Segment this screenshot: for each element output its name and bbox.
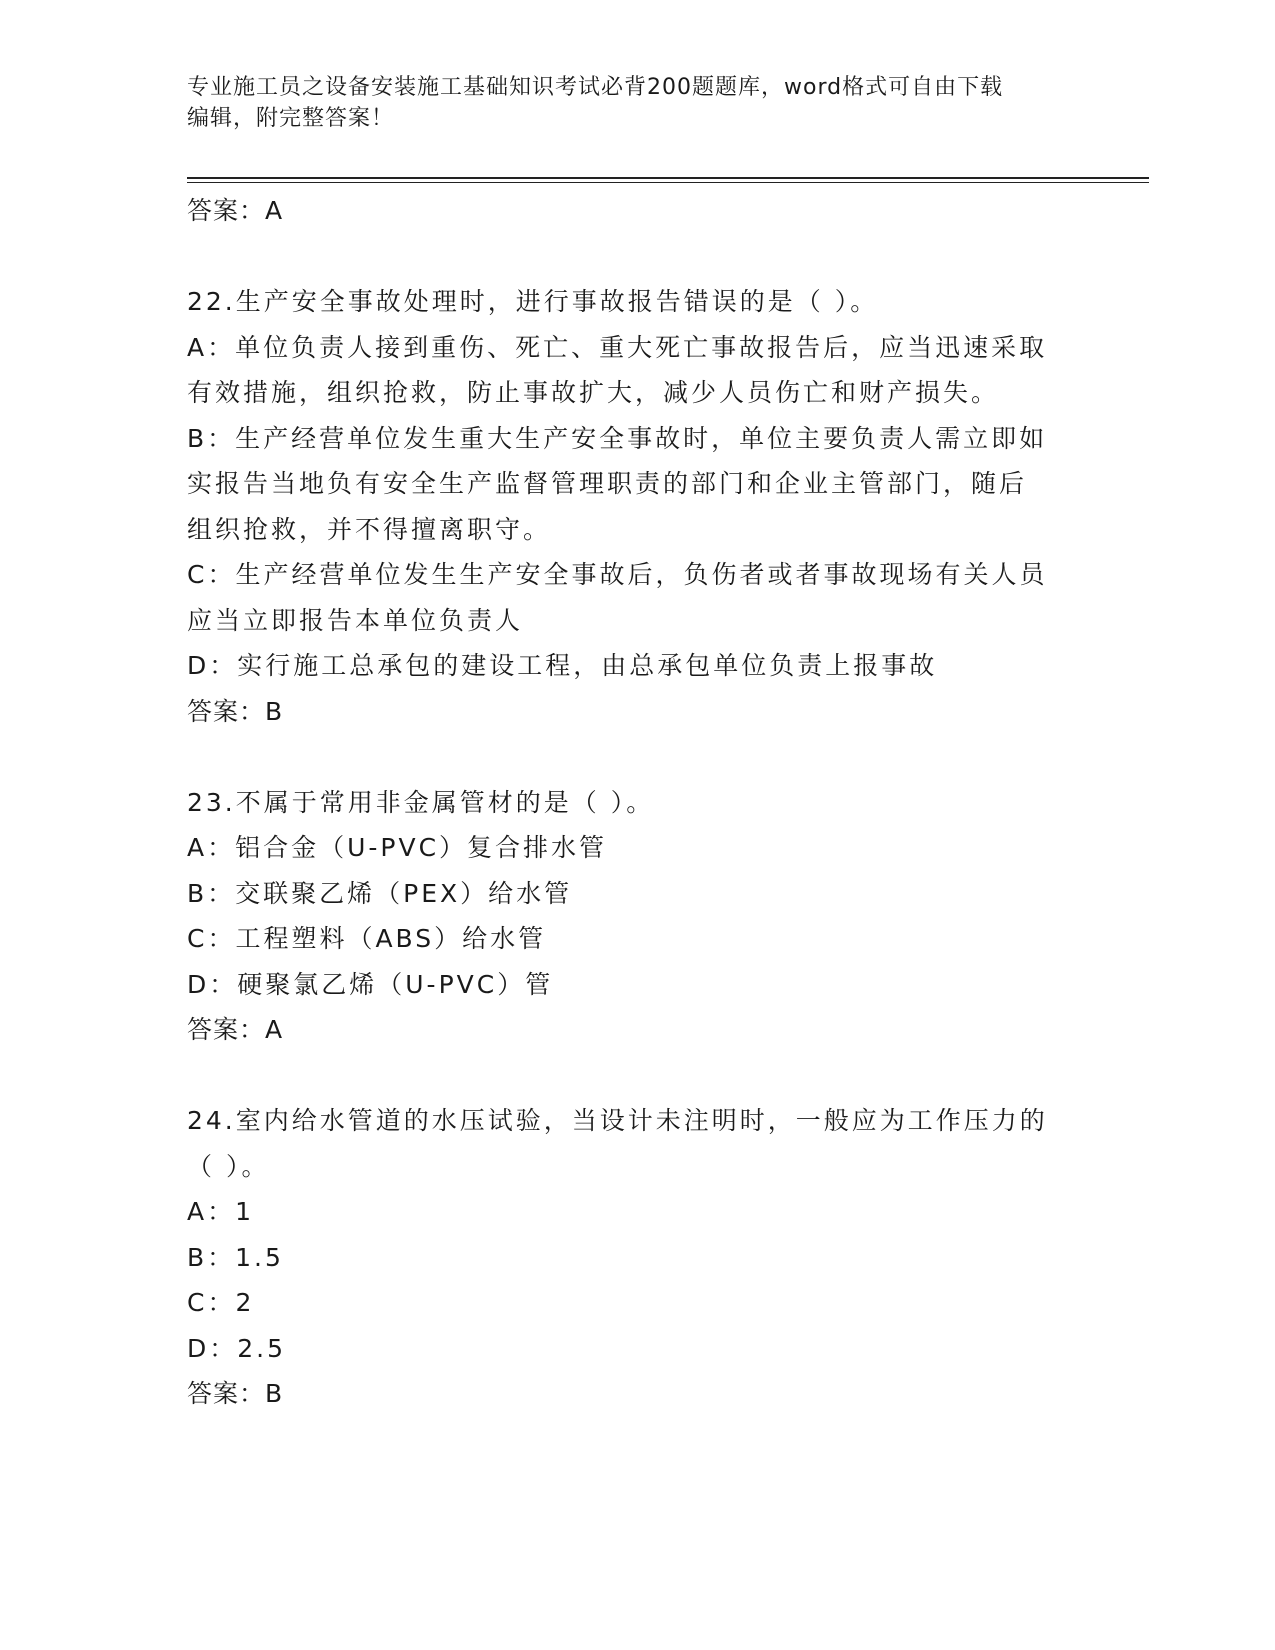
question-stem: 24.室内给水管道的水压试验，当设计未注明时，一般应为工作压力的 (187, 1106, 1048, 1135)
option-a: A：单位负责人接到重伤、死亡、重大死亡事故报告后，应当迅速采取 (187, 332, 1048, 362)
option-c-cont: 应当立即报告本单位负责人 (187, 605, 524, 635)
option-a: A：铝合金（U-PVC）复合排水管 (187, 833, 608, 862)
question-23 (187, 780, 1087, 1053)
option-b: B：1.5 (187, 1242, 284, 1272)
option-c: C：生产经营单位发生生产安全事故后，负伤者或者事故现场有关人员 (187, 560, 1048, 589)
header-divider (187, 177, 1149, 179)
prev-answer: 答案：A (187, 196, 284, 225)
question-stem-cont: （ ）。 (187, 1151, 270, 1181)
option-a-cont: 有效措施，组织抢救，防止事故扩大，减少人员伤亡和财产损失。 (187, 378, 1000, 407)
option-a: A：1 (187, 1197, 255, 1226)
spacer (187, 734, 1087, 780)
option-d: D：实行施工总承包的建设工程，由总承包单位负责上报事故 (187, 651, 938, 680)
question-stem: 22.生产安全事故处理时，进行事故报告错误的是（ ）。 (187, 287, 879, 316)
spacer (187, 234, 1087, 280)
answer: 答案：B (187, 1379, 284, 1408)
spacer (187, 1053, 1087, 1099)
document-header (187, 72, 1087, 134)
question-stem: 23.不属于常用非金属管材的是（ ）。 (187, 787, 655, 817)
option-d: D：硬聚氯乙烯（U-PVC）管 (187, 969, 554, 999)
option-b-cont-2: 组织抢救，并不得擅离职守。 (187, 514, 552, 544)
question-24 (187, 1098, 1087, 1417)
header-line-1: 专业施工员之设备安装施工基础知识考试必背200题题库，word格式可自由下载 (187, 75, 1004, 100)
option-c: C：2 (187, 1288, 255, 1317)
option-b: B：生产经营单位发生重大生产安全事故时，单位主要负责人需立即如 (187, 423, 1048, 453)
header-divider-thin (187, 182, 1149, 183)
answer: 答案：B (187, 696, 284, 726)
question-22 (187, 279, 1087, 734)
option-b-cont: 实报告当地负有安全生产监督管理职责的部门和企业主管部门，随后 (187, 469, 1028, 498)
question-list (187, 188, 1087, 1417)
answer: 答案：A (187, 1015, 284, 1044)
option-d: D：2.5 (187, 1333, 287, 1363)
header-line-2: 编辑，附完整答案！ (187, 106, 395, 131)
option-b: B：交联聚乙烯（PEX）给水管 (187, 878, 573, 908)
option-c: C：工程塑料（ABS）给水管 (187, 924, 547, 953)
